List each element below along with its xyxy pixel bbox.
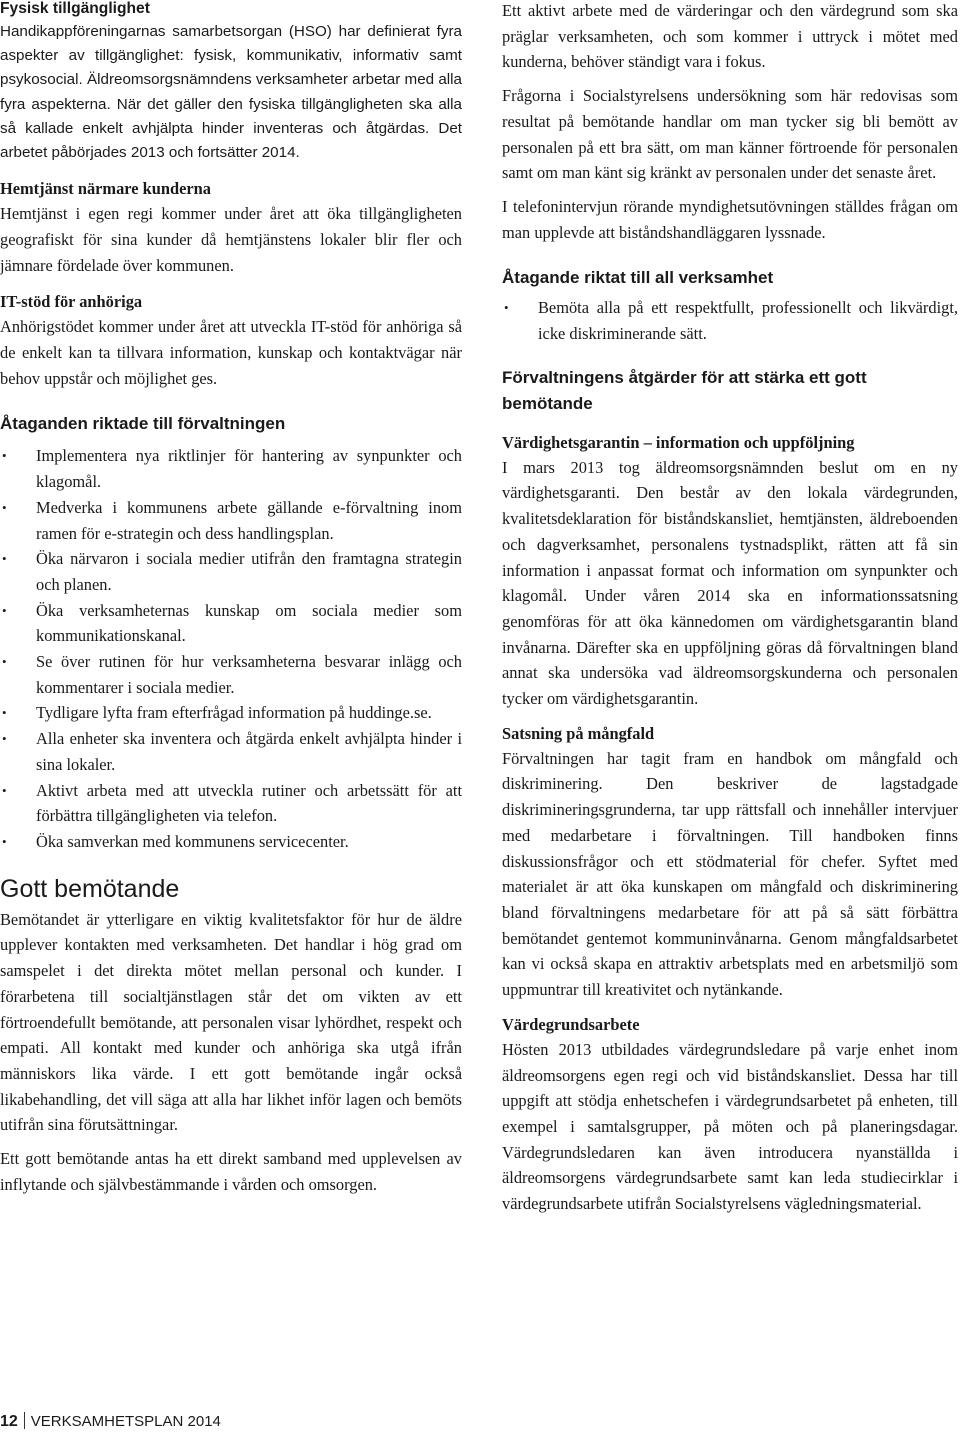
list-item: • Bemöta alla på ett respektfullt, professionellt och likvärdigt, icke diskriminerande sätt. xyxy=(502,295,958,346)
left-column xyxy=(0,0,462,1197)
paragraph-socialstyrelsens-undersokning: Frågorna i Socialstyrelsens undersökning som här redovisas som resultat på bemötande handlar om man tycker sig bli bemött av personalen på ett bra sätt, om man känner förtroende för personalen samt om man känt sig kränkt av personalen under det senaste året. xyxy=(502,86,958,183)
heading-it-stod: IT-stöd för anhöriga xyxy=(0,292,143,312)
list-atagande-all-verksamhet xyxy=(502,295,958,346)
footer-document-title: VERKSAMHETSPLAN 2014 xyxy=(30,1413,221,1430)
paragraph-fysisk-tillganglighet: Handikappföreningarnas samarbetsorgan (HSO) har definierat fyra aspekter av tillgänglighet: fysisk, kommunikativ, informativ samt psykosocial. Äldreomsorgsnämndens verksamheter arbetar med alla fyra aspekterna. När det gäller den fysiska tillgängligheten ska alla så kallade enkelt avhjälpta hinder inventeras och åtgärdas. Det arbetet påbörjades 2013 och fortsätter 2014. xyxy=(0,23,462,162)
list-item: • Öka samverkan med kommunens servicecenter. xyxy=(0,829,462,855)
paragraph-vardighetsgarantin: I mars 2013 tog äldreomsorgsnämnden beslut om en ny värdighetsgaranti. Den består av den lokala värdegrunden, kvalitetsdeklaration för biståndskansliet, hemtjänsten, äldreboenden och dagverksamhet, personalens tystnadsplikt, rätten att få sin information i anpassat format och information om synpunkter och klagomål. Under våren 2014 ska en informationssatsning genomföras för att öka kännedomen om värdighetsgarantin bland invånarna. Därefter ska en uppföljning göras då förvaltningen bland annat ska undersöka vad äldreomsorgskunderna och personalen tycker om värdighetsgarantin. xyxy=(502,457,958,709)
heading-ataganden-forvaltningen: Åtaganden riktade till förvaltningen xyxy=(0,414,286,434)
list-item: • Implementera nya riktlinjer för hantering av synpunkter och klagomål. xyxy=(0,443,462,494)
list-item: • Medverka i kommunens arbete gällande e-förvaltning inom ramen för e-strategin och dess handlingsplan. xyxy=(0,495,462,546)
list-item: • Öka verksamheternas kunskap om sociala medier som kommunikationskanal. xyxy=(0,598,462,649)
paragraph-vardegrund-fokus: Ett aktivt arbete med de värderingar och den värdegrund som ska präglar verksamheten, och som kommer i uttryck i mötet med kunderna, behöver ständigt vara i fokus. xyxy=(502,1,958,72)
heading-vardighetsgarantin: Värdighetsgarantin – information och uppföljning xyxy=(502,432,855,452)
paragraph-mangfald: Förvaltningen har tagit fram en handbok om mångfald och diskriminering. Den beskriver de lagstadgade diskrimineringsgrunderna, tar upp rättsfall och innehåller intervjuer med medarbetare i förvaltningen. Till handboken finns diskussionsfrågor och ett stödmaterial för chefer. Syftet med materialet är att öka kunskapen om mångfald och diskriminering bland förvaltningens medarbetare för att på så sätt förbättra bemötandet gentemot kommuninvånarna. Genom mångfaldsarbetet kan vi också skapa en attraktiv arbetsplats med en arbetsmiljö som uppmuntrar till kreativitet och nytänkande. xyxy=(502,748,958,1000)
heading-atagande-all-verksamhet: Åtagande riktat till all verksamhet xyxy=(502,268,774,288)
list-item: • Tydligare lyfta fram efterfrågad information på huddinge.se. xyxy=(0,700,462,726)
right-column xyxy=(502,0,958,1217)
paragraph-vardegrundsarbete: Hösten 2013 utbildades värdegrundsledare på varje enhet inom äldreomsorgens egen regi och vid biståndskansliet. Dessa har till uppgift att stödja enhetschefen i värdegrundsarbetet på enheten, till exempel i samtalsgrupper, på möten och på planeringsdagar. Värdegrundsledaren kan även introducera nyanställda i äldreomsorgens värdegrundsarbete samt kan leda studiecirklar i värdegrundsarbete utifrån Socialstyrelsens vägledningsmaterial. xyxy=(502,1039,958,1214)
heading-forvaltningens-atgarder: Förvaltningens åtgärder för att stärka ett gott bemötande xyxy=(502,367,867,413)
paragraph-gott-bemotande-2: Ett gott bemötande antas ha ett direkt samband med upplevelsen av inflytande och självbestämmande i vården och omsorgen. xyxy=(0,1149,462,1194)
page-footer xyxy=(0,1412,221,1432)
footer-divider xyxy=(24,1412,25,1429)
list-ataganden-forvaltningen xyxy=(0,443,462,854)
heading-vardegrundsarbete: Värdegrundsarbete xyxy=(502,1014,640,1034)
paragraph-gott-bemotande-1: Bemötandet är ytterligare en viktig kvalitetsfaktor för hur de äldre upplever kontakten med verksamheten. Det handlar i hög grad om samspelet i det direkta mötet mellan personal och kunder. I förarbetena till socialtjänstlagen står det om vikten av ett förtroendefullt bemötande, att personalen visar lyhördhet, respekt och empati. All kontakt med kunder och anhöriga ska utgå ifrån människors lika värde. I ett gott bemötande ingår också likabehandling, det vill säga att alla har likhet inför lagen och bemöts utifrån sina förutsättningar. xyxy=(0,909,462,1135)
list-item: • Alla enheter ska inventera och åtgärda enkelt avhjälpta hinder i sina lokaler. xyxy=(0,726,462,777)
heading-mangfald: Satsning på mångfald xyxy=(502,723,655,743)
paragraph-telefonintervju: I telefonintervjun rörande myndighetsutövningen ställdes frågan om man upplevde att biståndshandläggaren lyssnade. xyxy=(502,196,958,242)
paragraph-it-stod: Anhörigstödet kommer under året att utveckla IT-stöd för anhöriga så de enkelt kan ta tillvara information, kunskap och kontaktvägar när behov uppstår och möjlighet ges. xyxy=(0,317,462,388)
list-item: • Aktivt arbeta med att utveckla rutiner och arbetssätt för att förbättra tillgängligheten via telefon. xyxy=(0,778,462,829)
heading-gott-bemotande: Gott bemötande xyxy=(0,874,180,903)
list-item: • Se över rutinen för hur verksamheterna besvarar inlägg och kommentarer i sociala medier. xyxy=(0,649,462,700)
heading-fysisk-tillganglighet: Fysisk tillgänglighet xyxy=(0,0,150,17)
list-item: • Öka närvaron i sociala medier utifrån den framtagna strategin och planen. xyxy=(0,546,462,597)
heading-hemtjanst: Hemtjänst närmare kunderna xyxy=(0,179,211,199)
page-number: 12 xyxy=(0,1413,18,1430)
paragraph-hemtjanst: Hemtjänst i egen regi kommer under året att öka tillgängligheten geografiskt för sina kunder då hemtjänstens lokaler blir fler och jämnare fördelade över kommunen. xyxy=(0,204,462,275)
